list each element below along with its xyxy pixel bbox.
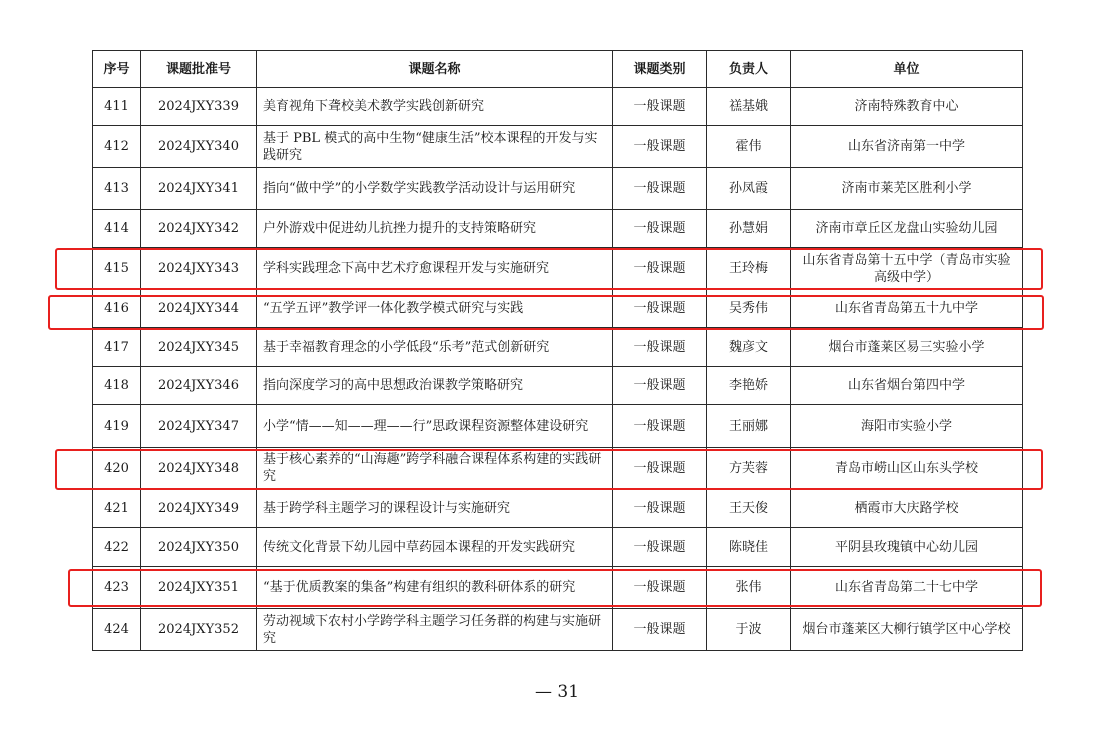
cell-unit: 山东省青岛第二十七中学 xyxy=(791,567,1023,609)
cell-approval-number: 2024JXY349 xyxy=(141,489,257,528)
cell-approval-number: 2024JXY352 xyxy=(141,609,257,651)
cell-serial: 413 xyxy=(93,168,141,210)
header-category: 课题类别 xyxy=(613,51,707,88)
cell-unit: 烟台市蓬莱区大柳行镇学区中心学校 xyxy=(791,609,1023,651)
cell-leader: 吴秀伟 xyxy=(707,290,791,328)
cell-project-name: 传统文化背景下幼儿园中草药园本课程的开发实践研究 xyxy=(257,528,613,567)
cell-serial: 412 xyxy=(93,126,141,168)
table-row xyxy=(93,489,1023,528)
header-approval-number: 课题批准号 xyxy=(141,51,257,88)
cell-unit: 海阳市实验小学 xyxy=(791,405,1023,448)
cell-category: 一般课题 xyxy=(613,489,707,528)
cell-leader: 禚基娥 xyxy=(707,88,791,126)
table-row xyxy=(93,210,1023,248)
cell-approval-number: 2024JXY348 xyxy=(141,448,257,489)
table-row xyxy=(93,367,1023,405)
cell-approval-number: 2024JXY346 xyxy=(141,367,257,405)
cell-leader: 王玲梅 xyxy=(707,248,791,290)
highlight-box-row-415 xyxy=(55,248,1043,290)
header-unit: 单位 xyxy=(791,51,1023,88)
cell-unit: 济南市章丘区龙盘山实验幼儿园 xyxy=(791,210,1023,248)
cell-approval-number: 2024JXY341 xyxy=(141,168,257,210)
cell-project-name: 基于跨学科主题学习的课程设计与实施研究 xyxy=(257,489,613,528)
table-row xyxy=(93,528,1023,567)
cell-category: 一般课题 xyxy=(613,528,707,567)
table-header-row xyxy=(93,51,1023,88)
cell-project-name: 基于幸福教育理念的小学低段“乐考”范式创新研究 xyxy=(257,328,613,367)
cell-serial: 415 xyxy=(93,248,141,290)
cell-unit: 栖霞市大庆路学校 xyxy=(791,489,1023,528)
cell-project-name: 学科实践理念下高中艺术疗愈课程开发与实施研究 xyxy=(257,248,613,290)
cell-approval-number: 2024JXY339 xyxy=(141,88,257,126)
cell-approval-number: 2024JXY345 xyxy=(141,328,257,367)
cell-project-name: 指向深度学习的高中思想政治课教学策略研究 xyxy=(257,367,613,405)
header-serial: 序号 xyxy=(93,51,141,88)
cell-serial: 421 xyxy=(93,489,141,528)
cell-serial: 414 xyxy=(93,210,141,248)
highlight-box-row-420 xyxy=(55,449,1043,490)
table-row xyxy=(93,609,1023,651)
cell-unit: 山东省青岛第十五中学（青岛市实验高级中学） xyxy=(791,248,1023,290)
cell-serial: 422 xyxy=(93,528,141,567)
cell-unit: 青岛市崂山区山东头学校 xyxy=(791,448,1023,489)
cell-approval-number: 2024JXY351 xyxy=(141,567,257,609)
cell-serial: 416 xyxy=(93,290,141,328)
project-table xyxy=(92,50,1023,651)
cell-project-name: 户外游戏中促进幼儿抗挫力提升的支持策略研究 xyxy=(257,210,613,248)
cell-approval-number: 2024JXY340 xyxy=(141,126,257,168)
cell-approval-number: 2024JXY344 xyxy=(141,290,257,328)
cell-category: 一般课题 xyxy=(613,290,707,328)
cell-category: 一般课题 xyxy=(613,88,707,126)
cell-project-name: “基于优质教案的集备”构建有组织的教科研体系的研究 xyxy=(257,567,613,609)
cell-category: 一般课题 xyxy=(613,328,707,367)
cell-serial: 419 xyxy=(93,405,141,448)
cell-unit: 山东省烟台第四中学 xyxy=(791,367,1023,405)
cell-leader: 陈晓佳 xyxy=(707,528,791,567)
cell-approval-number: 2024JXY342 xyxy=(141,210,257,248)
cell-leader: 方芙蓉 xyxy=(707,448,791,489)
cell-leader: 王天俊 xyxy=(707,489,791,528)
cell-project-name: 劳动视域下农村小学跨学科主题学习任务群的构建与实施研究 xyxy=(257,609,613,651)
cell-category: 一般课题 xyxy=(613,448,707,489)
cell-project-name: 美育视角下聋校美术教学实践创新研究 xyxy=(257,88,613,126)
cell-unit: 济南特殊教育中心 xyxy=(791,88,1023,126)
cell-serial: 423 xyxy=(93,567,141,609)
cell-leader: 于波 xyxy=(707,609,791,651)
cell-unit: 烟台市蓬莱区易三实验小学 xyxy=(791,328,1023,367)
cell-category: 一般课题 xyxy=(613,405,707,448)
cell-category: 一般课题 xyxy=(613,367,707,405)
cell-serial: 411 xyxy=(93,88,141,126)
cell-unit: 山东省济南第一中学 xyxy=(791,126,1023,168)
cell-leader: 王丽娜 xyxy=(707,405,791,448)
header-project-name: 课题名称 xyxy=(257,51,613,88)
cell-approval-number: 2024JXY343 xyxy=(141,248,257,290)
cell-category: 一般课题 xyxy=(613,126,707,168)
table-row xyxy=(93,168,1023,210)
cell-leader: 孙慧娟 xyxy=(707,210,791,248)
table-row xyxy=(93,328,1023,367)
cell-serial: 420 xyxy=(93,448,141,489)
highlight-box-row-423 xyxy=(68,569,1042,607)
cell-unit: 平阴县玫瑰镇中心幼儿园 xyxy=(791,528,1023,567)
cell-leader: 李艳娇 xyxy=(707,367,791,405)
cell-serial: 424 xyxy=(93,609,141,651)
cell-category: 一般课题 xyxy=(613,248,707,290)
cell-category: 一般课题 xyxy=(613,210,707,248)
cell-leader: 孙凤霞 xyxy=(707,168,791,210)
cell-serial: 417 xyxy=(93,328,141,367)
cell-category: 一般课题 xyxy=(613,168,707,210)
cell-approval-number: 2024JXY347 xyxy=(141,405,257,448)
header-leader: 负责人 xyxy=(707,51,791,88)
table-row xyxy=(93,88,1023,126)
cell-project-name: 基于核心素养的“山海趣”跨学科融合课程体系构建的实践研究 xyxy=(257,448,613,489)
table-row xyxy=(93,126,1023,168)
cell-approval-number: 2024JXY350 xyxy=(141,528,257,567)
cell-project-name: 基于 PBL 模式的高中生物“健康生活”校本课程的开发与实践研究 xyxy=(257,126,613,168)
cell-project-name: “五学五评”教学评一体化教学模式研究与实践 xyxy=(257,290,613,328)
cell-unit: 山东省青岛第五十九中学 xyxy=(791,290,1023,328)
table-row xyxy=(93,405,1023,448)
cell-category: 一般课题 xyxy=(613,609,707,651)
cell-leader: 魏彦文 xyxy=(707,328,791,367)
cell-category: 一般课题 xyxy=(613,567,707,609)
cell-unit: 济南市莱芜区胜利小学 xyxy=(791,168,1023,210)
page-number: — 31 xyxy=(534,682,580,702)
cell-project-name: 小学“情——知——理——行”思政课程资源整体建设研究 xyxy=(257,405,613,448)
cell-project-name: 指向“做中学”的小学数学实践教学活动设计与运用研究 xyxy=(257,168,613,210)
cell-leader: 霍伟 xyxy=(707,126,791,168)
highlight-box-row-416 xyxy=(48,295,1044,330)
cell-leader: 张伟 xyxy=(707,567,791,609)
cell-serial: 418 xyxy=(93,367,141,405)
